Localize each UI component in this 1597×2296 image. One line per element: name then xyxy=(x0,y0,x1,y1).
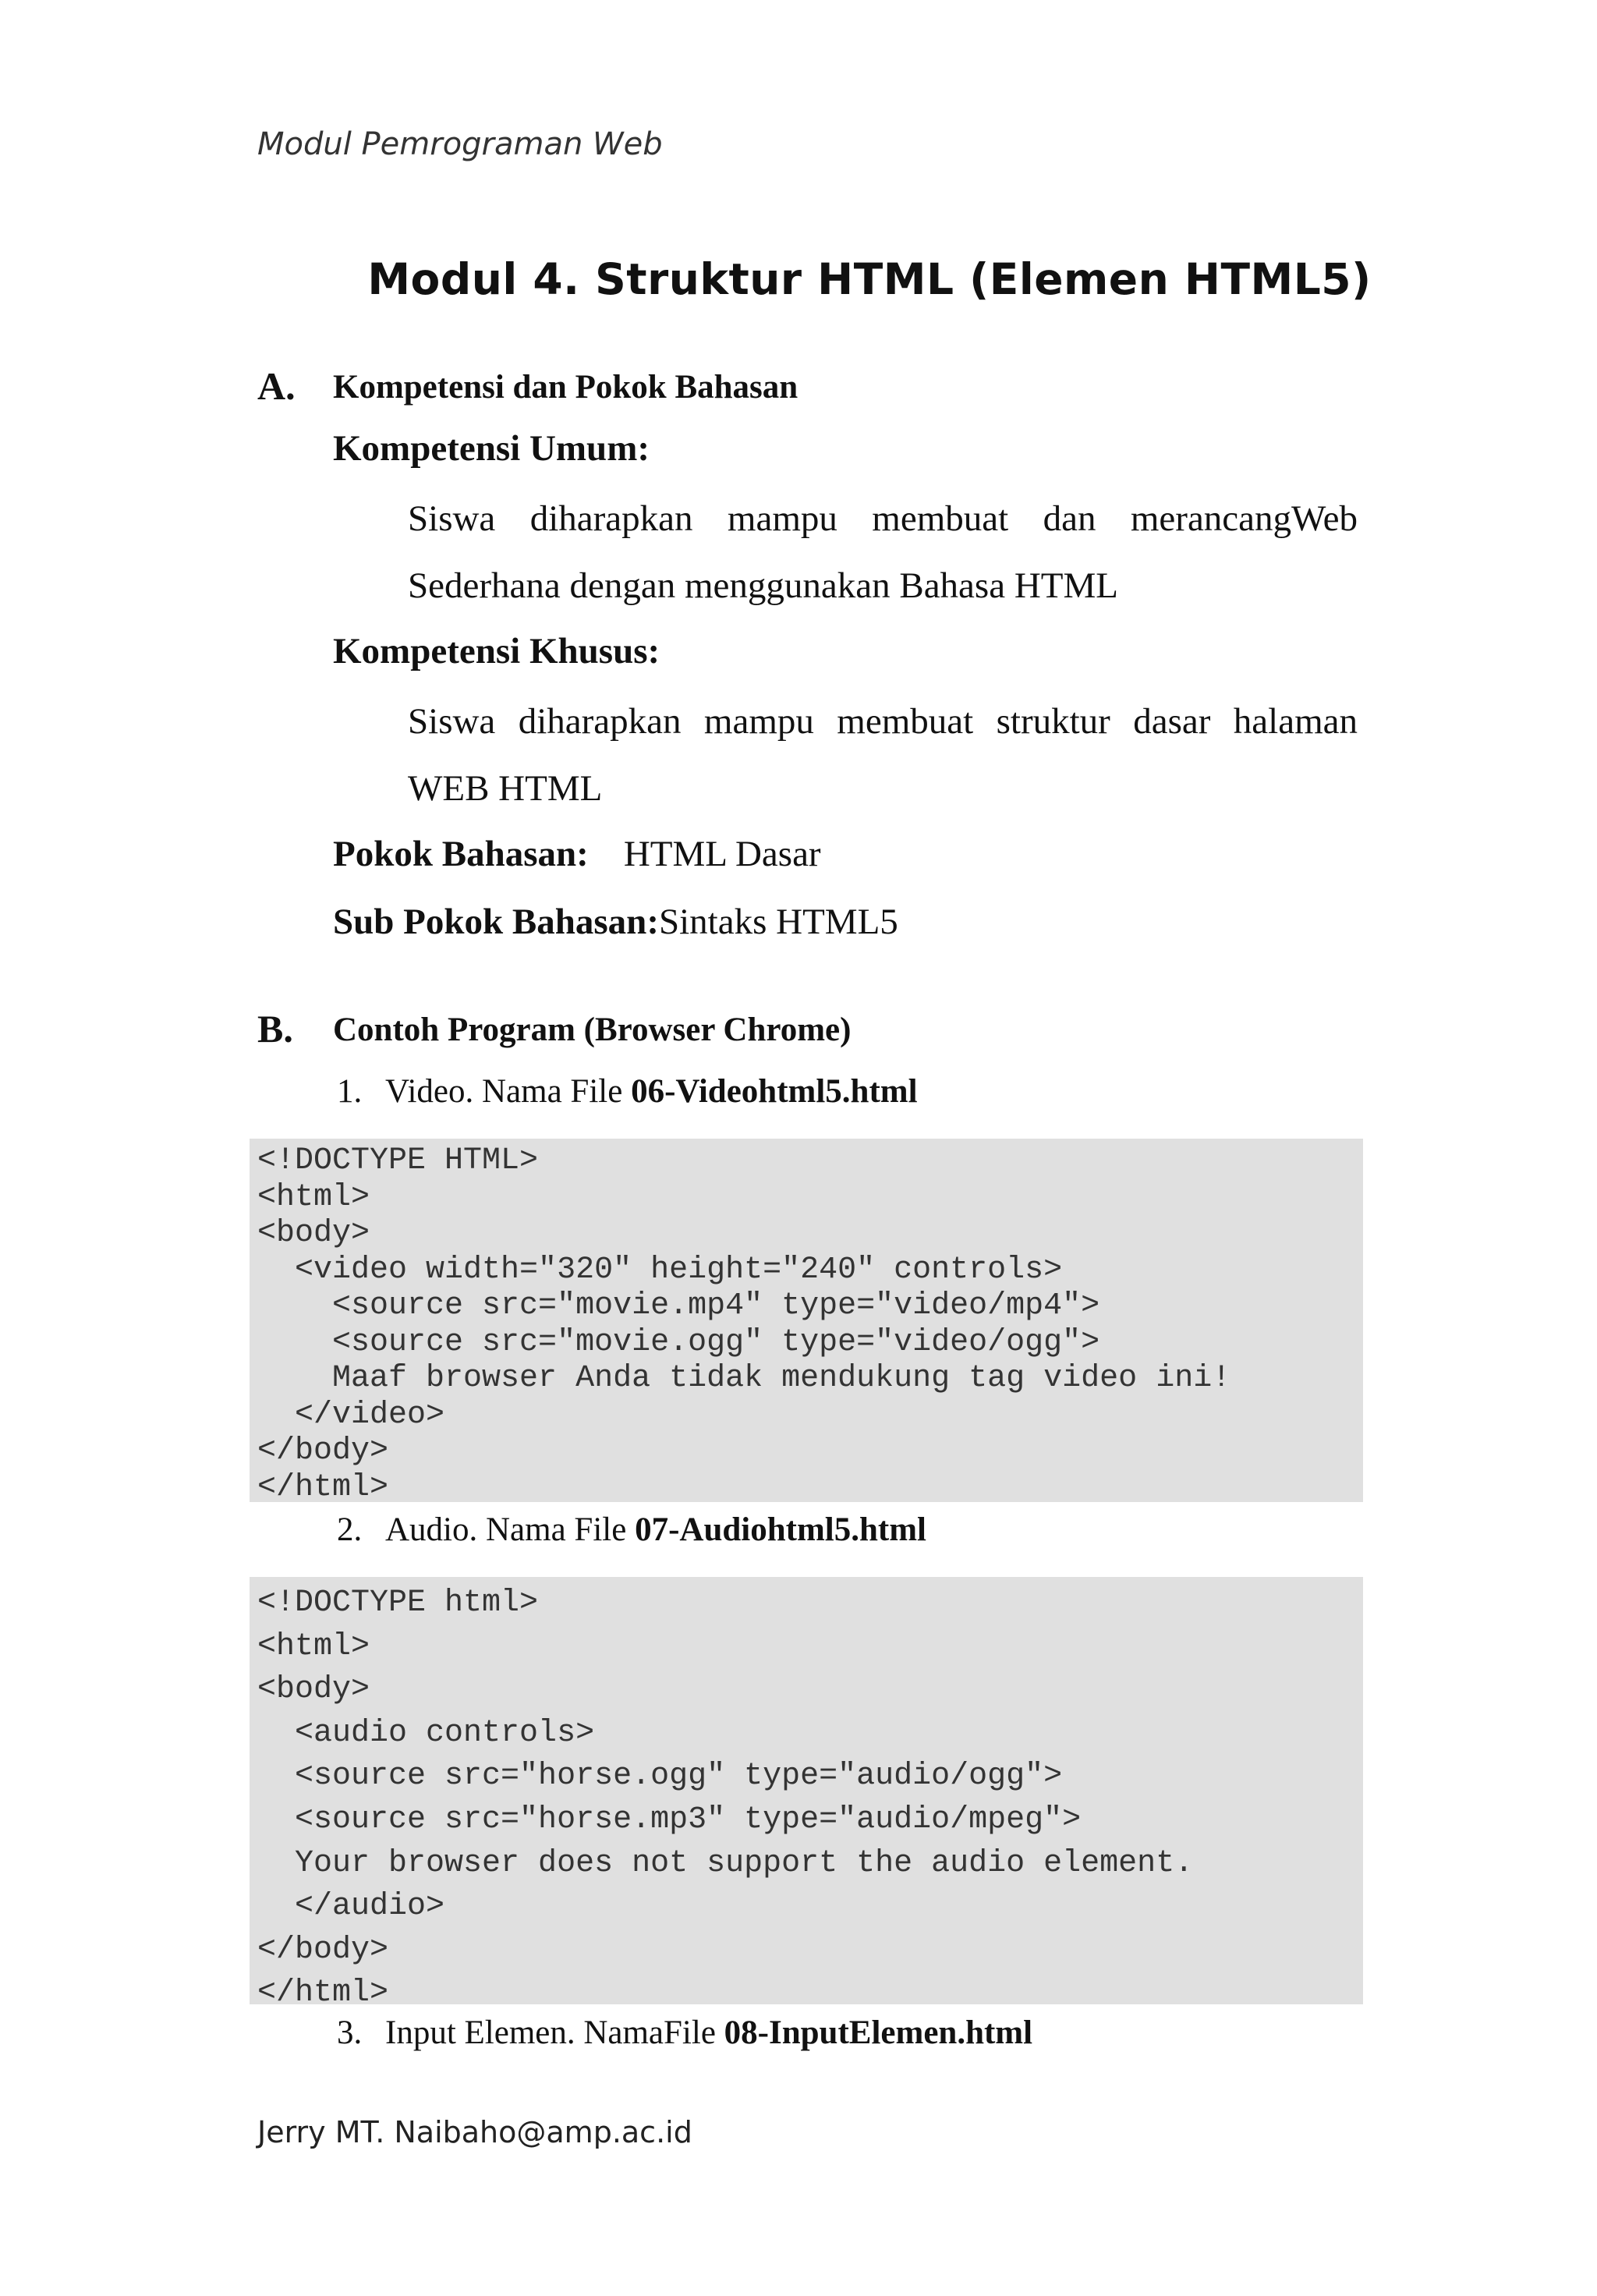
code-block-audio xyxy=(250,1577,1363,2011)
code-line: </html> xyxy=(257,1975,389,2011)
code-line: Your browser does not support the audio element. xyxy=(257,1845,1194,1881)
page-footer: Jerry MT. Naibaho@amp.ac.id xyxy=(257,2115,692,2149)
list-item-audio xyxy=(337,1511,926,1549)
code-line: <source src="horse.mp3" type="audio/mpeg"> xyxy=(257,1802,1082,1837)
code-line: </audio> xyxy=(257,1889,445,1925)
list-item-video xyxy=(337,1072,918,1111)
sub-pokok-bahasan-value: Sintaks HTML5 xyxy=(658,902,898,942)
code-line: <audio controls> xyxy=(257,1715,595,1751)
running-header: Modul Pemrograman Web xyxy=(257,126,663,162)
code-line: <video width="320" height="240" controls> xyxy=(257,1252,1063,1288)
code-line: <body> xyxy=(257,1216,370,1251)
sub-pokok-bahasan xyxy=(333,901,898,943)
pokok-bahasan-label: Pokok Bahasan: xyxy=(333,834,589,874)
page-title: Modul 4. Struktur HTML (Elemen HTML5) xyxy=(367,254,1372,304)
code-line: </video> xyxy=(257,1397,445,1433)
list-item-filename: 07-Audiohtml5.html xyxy=(635,1511,926,1548)
section-a-heading: Kompetensi dan Pokok Bahasan xyxy=(333,369,798,406)
kompetensi-khusus-label: Kompetensi Khusus: xyxy=(333,631,660,671)
code-line: <html> xyxy=(257,1179,370,1215)
code-line: <source src="horse.ogg" type="audio/ogg"> xyxy=(257,1759,1063,1795)
code-line: Maaf browser Anda tidak mendukung tag video ini! xyxy=(257,1361,1231,1396)
list-item-text: Video. Nama File xyxy=(385,1073,632,1110)
code-line: <source src="movie.ogg" type="video/ogg"> xyxy=(257,1324,1100,1360)
section-b-letter: B. xyxy=(257,1007,293,1051)
code-line: </html> xyxy=(257,1469,389,1505)
list-item-number: 2. xyxy=(337,1511,363,1548)
section-a-letter: A. xyxy=(257,364,296,408)
list-item-text: Input Elemen. NamaFile xyxy=(385,2014,724,2051)
list-item-number: 3. xyxy=(337,2014,363,2051)
list-item-filename: 08-InputElemen.html xyxy=(724,2014,1033,2051)
kompetensi-umum-line-2: Sederhana dengan menggunakan Bahasa HTML xyxy=(408,565,1118,606)
kompetensi-khusus-line-2: WEB HTML xyxy=(408,768,603,809)
kompetensi-umum-label: Kompetensi Umum: xyxy=(333,428,650,469)
code-line: <!DOCTYPE HTML> xyxy=(257,1143,539,1178)
sub-pokok-bahasan-label: Sub Pokok Bahasan: xyxy=(333,902,659,942)
pokok-bahasan xyxy=(333,833,821,875)
code-line: <source src="movie.mp4" type="video/mp4"> xyxy=(257,1288,1100,1323)
code-block-video xyxy=(250,1139,1363,1505)
code-line: <body> xyxy=(257,1672,370,1708)
code-line: </body> xyxy=(257,1932,389,1968)
code-line: <!DOCTYPE html> xyxy=(257,1586,539,1621)
kompetensi-umum-text xyxy=(408,485,1358,619)
kompetensi-khusus-text xyxy=(408,688,1358,822)
section-b-heading: Contoh Program (Browser Chrome) xyxy=(333,1012,852,1048)
list-item-number: 1. xyxy=(337,1073,363,1110)
pokok-bahasan-value: HTML Dasar xyxy=(623,834,821,874)
code-line: </body> xyxy=(257,1433,389,1469)
list-item-input xyxy=(337,2014,1032,2052)
list-item-text: Audio. Nama File xyxy=(385,1511,636,1548)
kompetensi-umum-line-1: Siswa diharapkan mampu membuat dan merancangWeb xyxy=(408,498,1358,539)
list-item-filename: 06-Videohtml5.html xyxy=(631,1073,918,1110)
kompetensi-khusus-line-1: Siswa diharapkan mampu membuat struktur dasar halaman xyxy=(408,701,1358,742)
code-line: <html> xyxy=(257,1628,370,1664)
